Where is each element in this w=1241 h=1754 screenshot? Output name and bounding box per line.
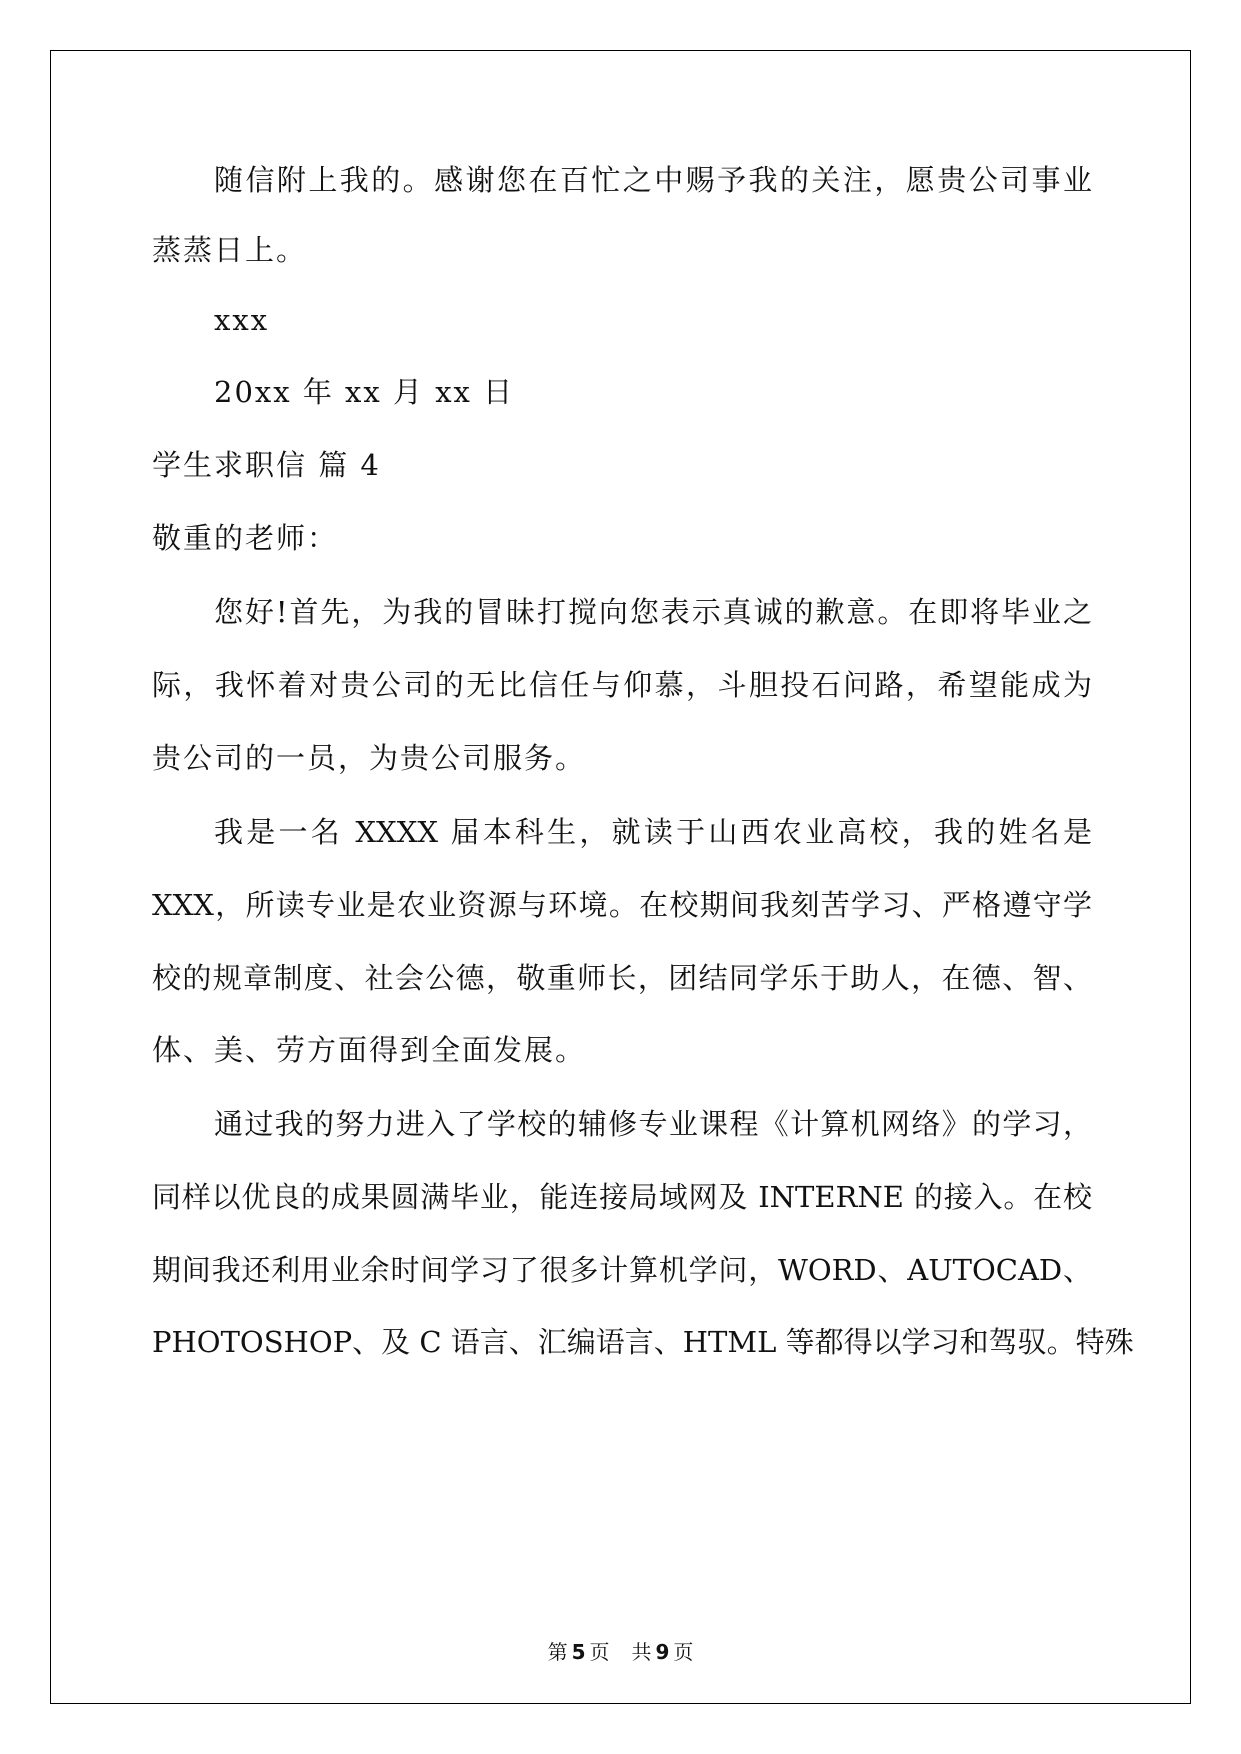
total-suffix: 页 — [673, 1640, 694, 1664]
signature-date: 20xx 年 xx 月 xx 日 — [214, 375, 515, 409]
page-prefix: 第 — [547, 1640, 568, 1664]
paragraph-line: 蒸蒸日上。 — [152, 233, 308, 267]
page-footer — [0, 1640, 1241, 1664]
paragraph-line: 期间我还利用业余时间学习了很多计算机学问，WORD、AUTOCAD、 — [152, 1253, 1092, 1287]
page-suffix: 页 — [589, 1640, 610, 1664]
paragraph-line: XXX，所读专业是农业资源与环境。在校期间我刻苦学习、严格遵守学 — [152, 888, 1092, 922]
page-border — [50, 50, 1191, 1704]
paragraph-line: 我是一名 XXXX 届本科生，就读于山西农业高校，我的姓名是 — [214, 815, 1092, 849]
total-pages: 9 — [655, 1640, 670, 1664]
paragraph-line: 通过我的努力进入了学校的辅修专业课程《计算机网络》的学习， — [214, 1107, 1092, 1141]
paragraph-line: 随信附上我的。感谢您在百忙之中赐予我的关注，愿贵公司事业 — [214, 163, 1092, 197]
signature-name: xxx — [214, 303, 270, 337]
paragraph-line: 同样以优良的成果圆满毕业，能连接局域网及 INTERNE 的接入。在校 — [152, 1180, 1092, 1214]
page-number: 5 — [571, 1640, 586, 1664]
paragraph-line: 贵公司的一员，为贵公司服务。 — [152, 741, 587, 775]
paragraph-line: PHOTOSHOP、及 C 语言、汇编语言、HTML 等都得以学习和驾驭。特殊 — [152, 1325, 1134, 1359]
paragraph-line: 校的规章制度、社会公德，敬重师长，团结同学乐于助人，在德、智、 — [152, 961, 1092, 995]
paragraph-line: 体、美、劳方面得到全面发展。 — [152, 1033, 587, 1067]
paragraph-line: 际，我怀着对贵公司的无比信任与仰慕，斗胆投石问路，希望能成为 — [152, 668, 1092, 702]
salutation: 敬重的老师： — [152, 521, 339, 555]
section-heading: 学生求职信 篇 4 — [152, 448, 381, 482]
paragraph-line: 您好!首先，为我的冒昧打搅向您表示真诚的歉意。在即将毕业之 — [214, 595, 1092, 629]
total-prefix: 共 — [631, 1640, 652, 1664]
